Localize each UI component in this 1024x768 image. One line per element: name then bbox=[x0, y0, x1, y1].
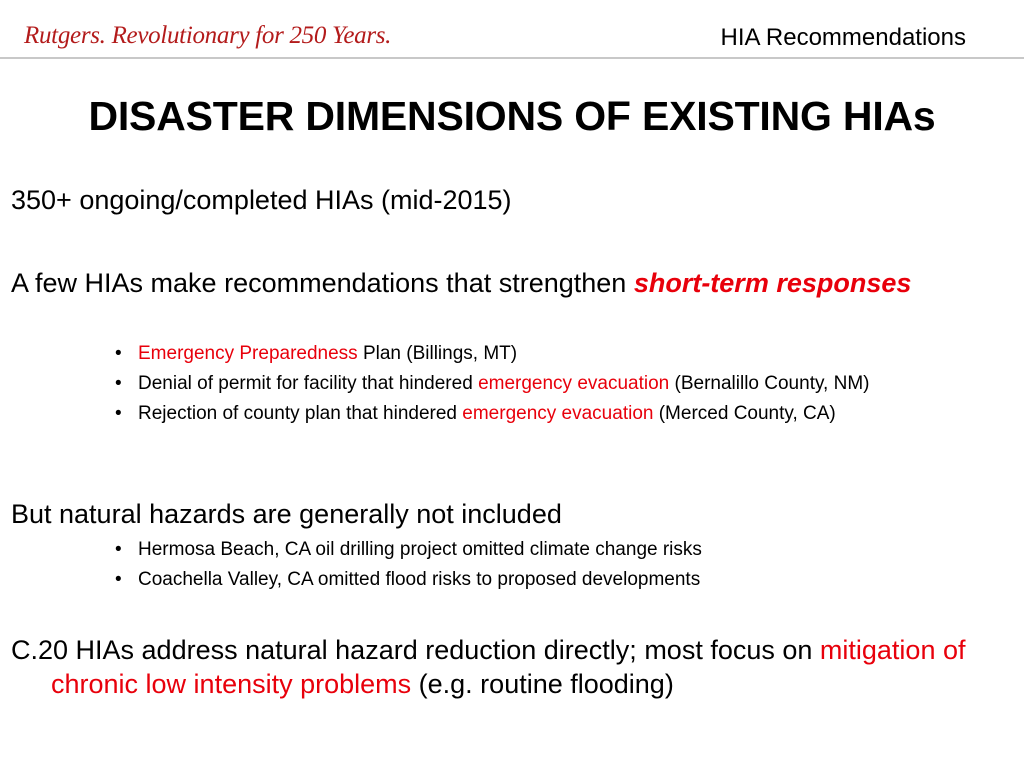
list-short-term-examples bbox=[115, 342, 995, 432]
bullet-icon: • bbox=[115, 343, 122, 364]
bullet-icon: • bbox=[115, 373, 122, 394]
list-item-text: Hermosa Beach, CA oil drilling project omitted climate change risks bbox=[138, 539, 702, 560]
list-item bbox=[115, 538, 995, 561]
bullet-icon: • bbox=[115, 403, 122, 424]
list-item-highlight: emergency evacuation bbox=[478, 373, 670, 394]
list-item-text: Coachella Valley, CA omitted flood risks to proposed developments bbox=[138, 569, 701, 590]
list-item bbox=[115, 372, 995, 395]
highlight-mitigation: mitigation of chronic low intensity problems bbox=[51, 635, 966, 699]
paragraph-natural-hazards: But natural hazards are generally not included bbox=[11, 499, 562, 529]
bullet-icon: • bbox=[115, 539, 122, 560]
bullet-icon: • bbox=[115, 569, 122, 590]
list-item-text: Rejection of county plan that hindered bbox=[138, 403, 463, 424]
slide-title: DISASTER DIMENSIONS OF EXISTING HIAs bbox=[88, 93, 936, 139]
list-item-text: Denial of permit for facility that hindered bbox=[138, 373, 479, 394]
list-item-text: Plan (Billings, MT) bbox=[357, 343, 518, 364]
list-item-highlight: emergency evacuation bbox=[462, 403, 654, 424]
list-item-text: (Bernalillo County, NM) bbox=[669, 373, 870, 394]
paragraph-hia-count: 350+ ongoing/completed HIAs (mid-2015) bbox=[11, 185, 512, 215]
paragraph-text: (e.g. routine flooding) bbox=[411, 669, 674, 699]
list-omitted-hazards bbox=[115, 538, 995, 598]
list-item bbox=[115, 402, 995, 425]
paragraph-short-term bbox=[11, 266, 1024, 300]
header-divider bbox=[0, 57, 1024, 59]
emphasis-short-term: short-term responses bbox=[633, 268, 912, 298]
list-item-text: (Merced County, CA) bbox=[653, 403, 836, 424]
paragraph-text: A few HIAs make recommendations that strengthen bbox=[11, 268, 634, 298]
list-item-highlight: Emergency Preparedness bbox=[138, 343, 358, 364]
section-label: HIA Recommendations bbox=[720, 24, 966, 51]
list-item bbox=[115, 342, 995, 365]
paragraph-text: C.20 HIAs address natural hazard reduction directly; most focus on bbox=[11, 635, 820, 665]
brand-wordmark: Rutgers. Revolutionary for 250 Years. bbox=[24, 22, 392, 49]
paragraph-c20-hias bbox=[11, 633, 1024, 701]
list-item bbox=[115, 568, 995, 591]
